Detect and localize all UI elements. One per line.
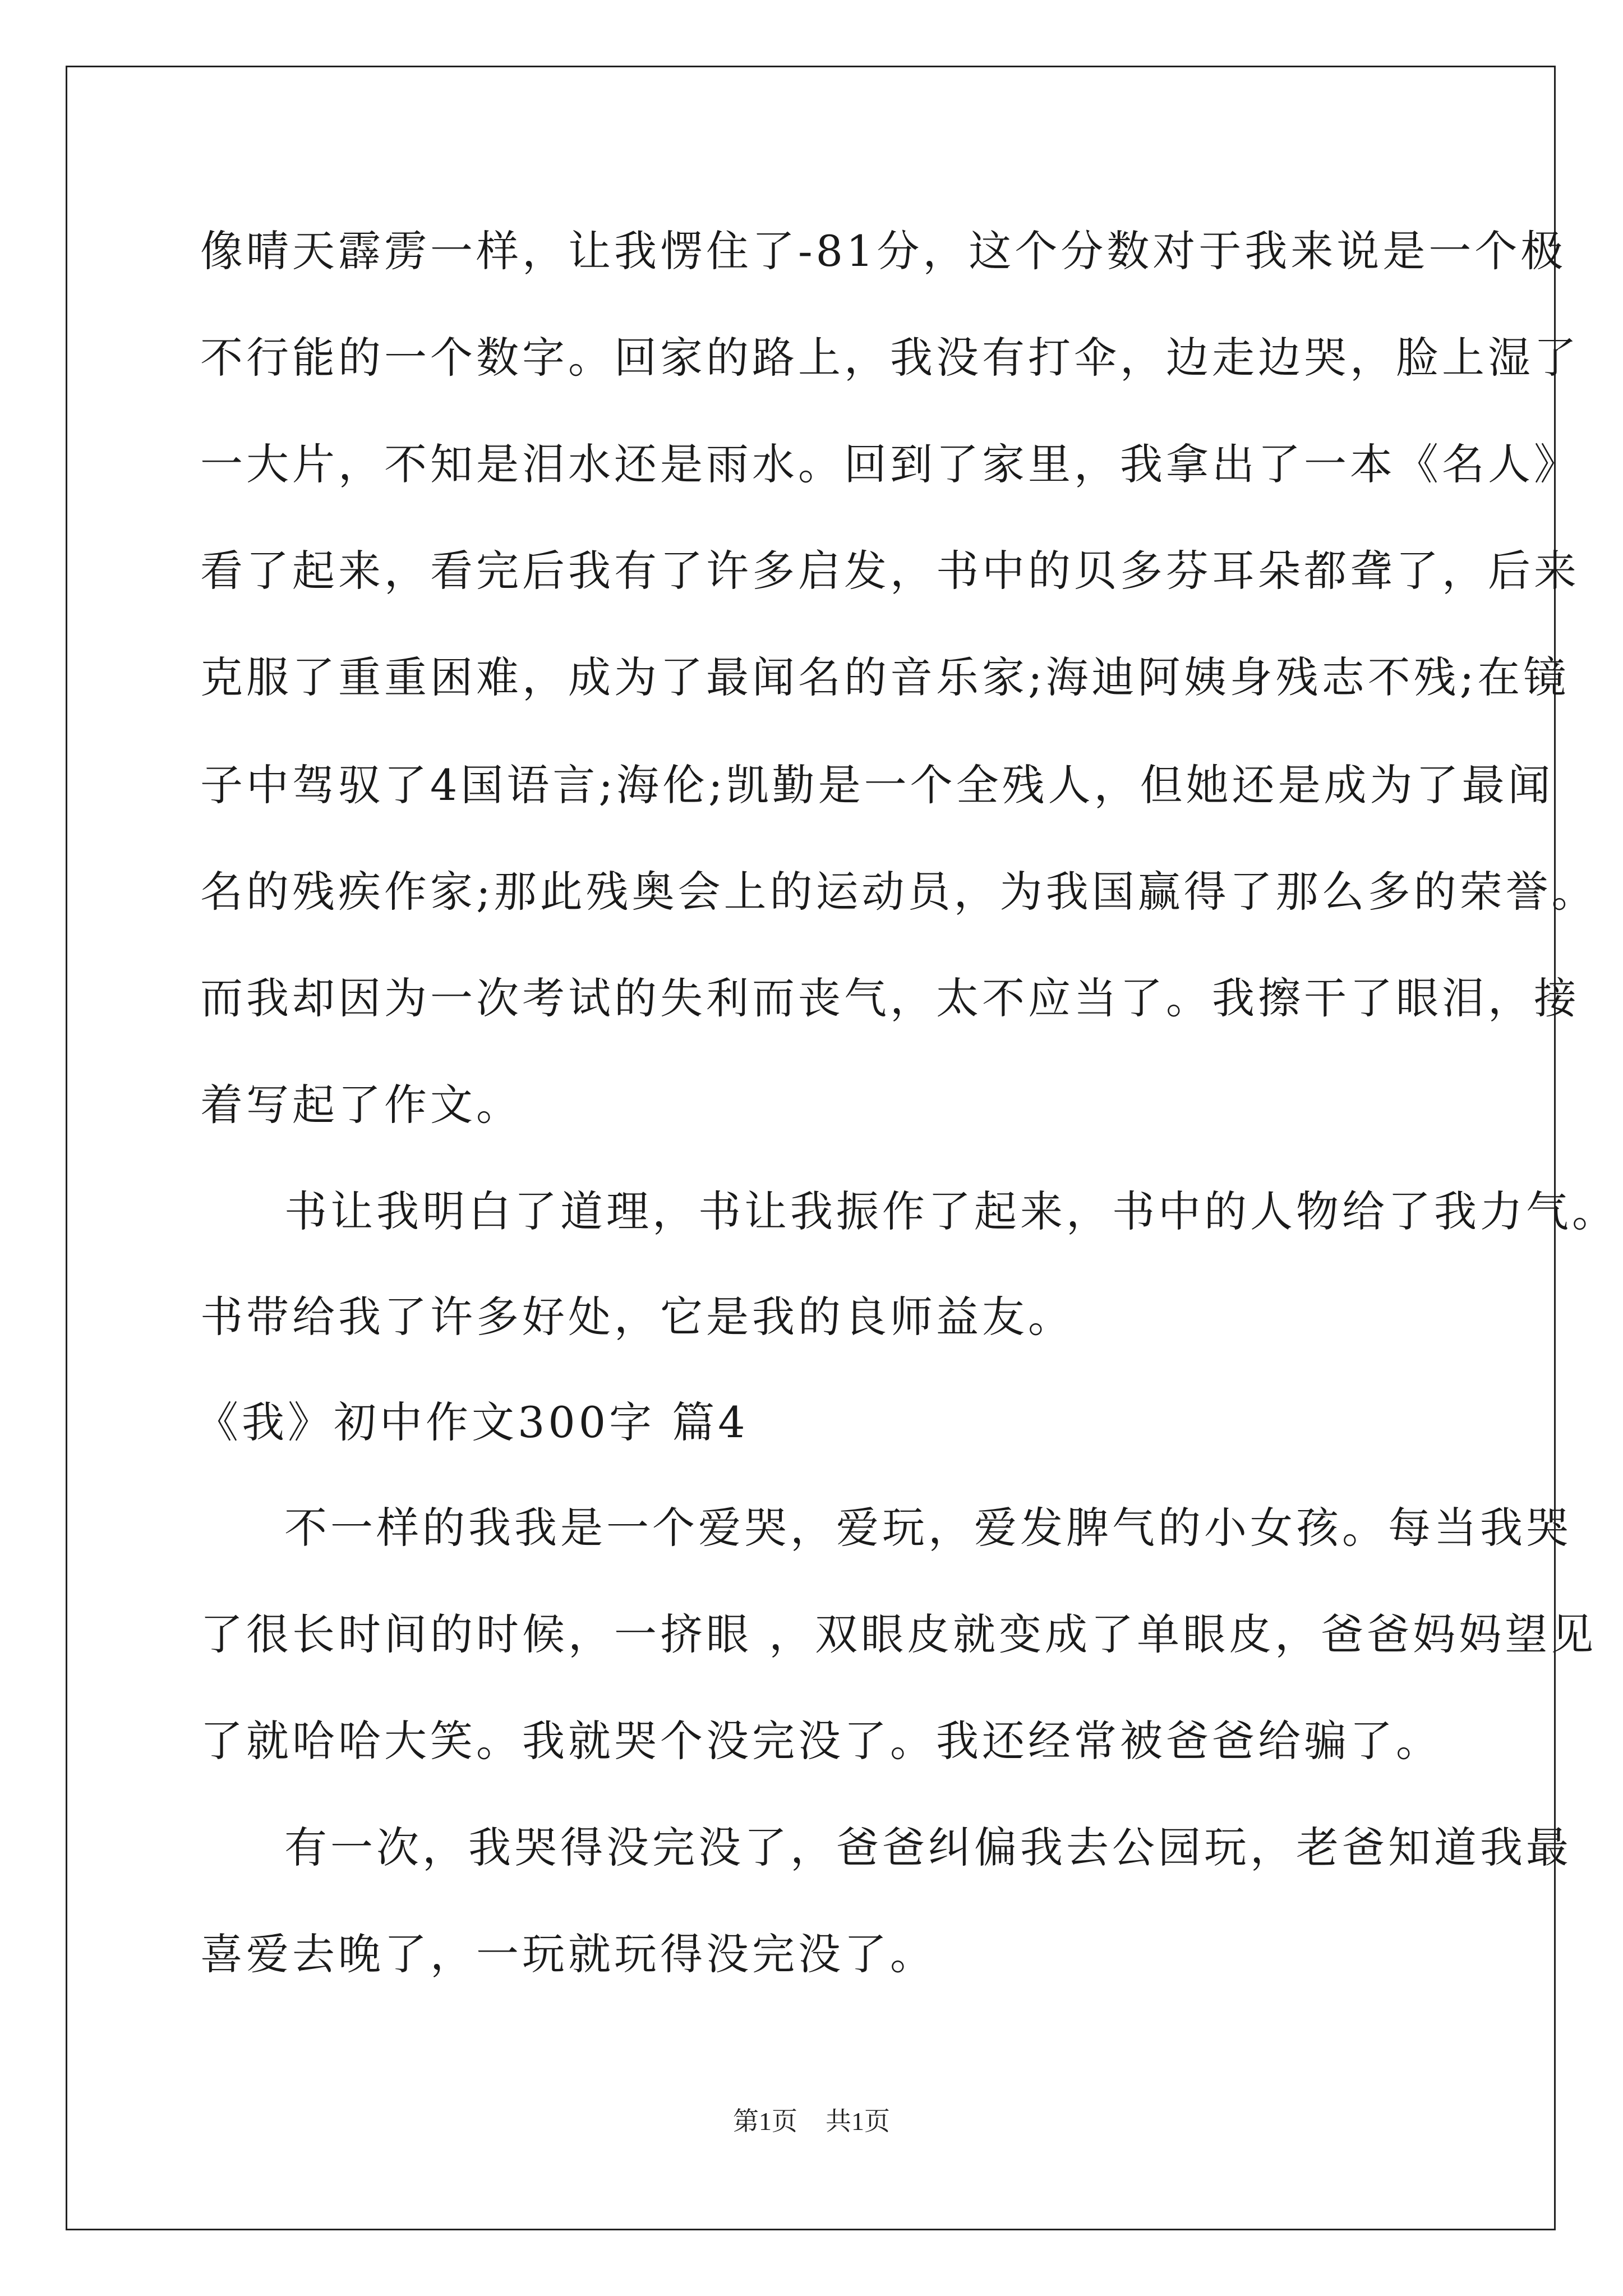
text-line: 子中驾驭了4国语言;海伦;凯勤是一个全残人，但她还是成为了最闻 <box>200 760 1554 810</box>
section-heading: 《我》初中作文300字 篇4 <box>196 1397 749 1447</box>
page-footer <box>0 2105 1623 2138</box>
text-line: 看了起来，看完后我有了许多启发，书中的贝多芬耳朵都聋了，后来 <box>200 546 1580 596</box>
text-line: 而我却因为一次考试的失利而丧气，太不应当了。我擦干了眼泪，接 <box>200 973 1580 1023</box>
text-line: 一大片，不知是泪水还是雨水。回到了家里，我拿出了一本《名人》 <box>200 439 1580 489</box>
text-line: 了很长时间的时候，一挤眼 ，双眼皮就变成了单眼皮，爸爸妈妈望见 <box>200 1609 1597 1659</box>
text-line: 着写起了作文。 <box>200 1080 522 1130</box>
text-line: 克服了重重困难，成为了最闻名的音乐家;海迪阿姨身残志不残;在镜 <box>200 652 1570 702</box>
text-line: 喜爱去晚了，一玩就玩得没完没了。 <box>200 1929 936 1979</box>
text-line: 了就哈哈大笑。我就哭个没完没了。我还经常被爸爸给骗了。 <box>200 1716 1442 1766</box>
text-line: 名的残疾作家;那此残奥会上的运动员，为我国赢得了那么多的荣誉。 <box>200 867 1598 917</box>
paragraph-first-line: 书让我明白了道理，书让我振作了起来，书中的人物给了我力气。 <box>284 1186 1618 1236</box>
page-border <box>66 66 1556 2230</box>
text-line: 书带给我了许多好处，它是我的良师益友。 <box>200 1292 1074 1342</box>
paragraph-first-line: 不一样的我我是一个爱哭，爱玩，爱发脾气的小女孩。每当我哭 <box>284 1503 1572 1553</box>
text-line: 像晴天霹雳一样，让我愣住了-81分，这个分数对于我来说是一个极 <box>200 226 1567 276</box>
page-total: 共1页 <box>826 2107 890 2136</box>
paragraph-first-line: 有一次，我哭得没完没了，爸爸纠偏我去公园玩，老爸知道我最 <box>284 1823 1572 1872</box>
text-line: 不行能的一个数字。回家的路上，我没有打伞，边走边哭，脸上湿了 <box>200 333 1580 383</box>
page-number: 第1页 <box>733 2107 797 2136</box>
